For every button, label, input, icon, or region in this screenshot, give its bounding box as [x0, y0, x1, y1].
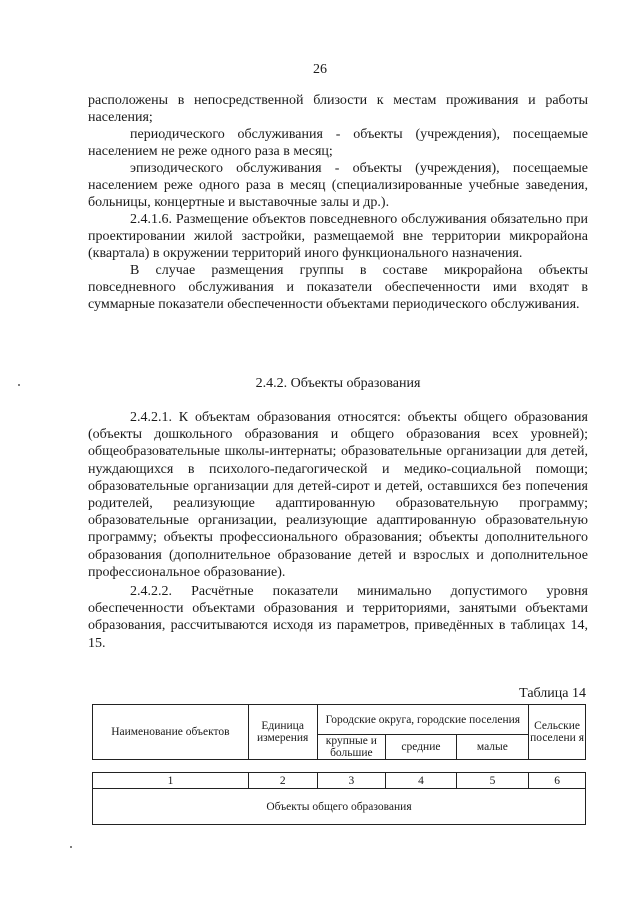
section-text — [88, 409, 588, 652]
table-caption: Таблица 14 — [519, 686, 586, 701]
header-medium: средние — [386, 735, 457, 760]
column-number: 2 — [249, 773, 318, 789]
header-large: крупные и большие — [317, 735, 386, 760]
scan-speck — [70, 846, 72, 848]
table-header — [92, 704, 586, 760]
section-row: Объекты общего образования — [93, 789, 586, 825]
paragraph: эпизодического обслуживания - объекты (учреждения), посещаемые населением реже одного раза в месяц (специализированные учебные заведения, больницы, концертные и выставочные залы и др.). — [88, 161, 588, 210]
paragraph: 2.4.2.2. Расчётные показатели минимально допустимого уровня обеспеченности объектами образования и территориями, занятыми объектами образования, рассчитываются исходя из параметров, приведённых в таблицах 14, 15. — [88, 584, 588, 651]
column-number: 5 — [456, 773, 529, 789]
column-number: 4 — [386, 773, 457, 789]
section-heading: 2.4.2. Объекты образования — [255, 376, 421, 391]
paragraph: периодического обслуживания - объекты (учреждения), посещаемые населением не реже одного раза в месяц; — [88, 127, 588, 159]
column-number: 6 — [529, 773, 586, 789]
table-body — [92, 772, 586, 825]
column-number: 3 — [317, 773, 386, 789]
header-rural: Сельские поселени я — [529, 705, 586, 760]
table-row — [93, 789, 586, 825]
header-urban-group: Городские округа, городские поселения — [317, 705, 529, 735]
scan-speck — [18, 384, 20, 386]
header-unit: Единица измерения — [248, 705, 317, 760]
paragraph: 2.4.2.1. К объектам образования относятся: объекты общего образования (объекты дошкольного образования и общего образования всех уровней); общеобразовательные школы-интернаты; образовательные организации для детей, нуждающихся в психолого-педагогической и медико-социальной помощи; образовательные организации для детей-сирот и детей, оставшихся без попечения родителей, реализующие адаптированную образовательную программу; образовательные организации, реализующие адаптированную образовательную программу; объекты профессионального образования; объекты дополнительного образования (дополнительное образование детей и взрослых и дополнительное профессиональное образование). — [88, 410, 588, 580]
paragraph: В случае размещения группы в составе микрорайона объекты повседневного обслуживания и показатели обеспеченности ими входят в суммарные показатели обеспеченности объектами периодического обслуживания. — [88, 263, 588, 312]
page-number: 26 — [313, 62, 327, 77]
header-small: малые — [456, 735, 528, 760]
paragraph: 2.4.1.6. Размещение объектов повседневного обслуживания обязательно при проектировании жилой застройки, размещаемой вне территории микрорайона (квартала) в окружении территорий иного функционального назначения. — [88, 212, 588, 261]
column-number: 1 — [93, 773, 249, 789]
paragraph: расположены в непосредственной близости к местам проживания и работы населения; — [88, 93, 588, 125]
intro-text — [88, 92, 588, 313]
header-name: Наименование объектов — [93, 705, 249, 760]
table-row — [93, 773, 586, 789]
